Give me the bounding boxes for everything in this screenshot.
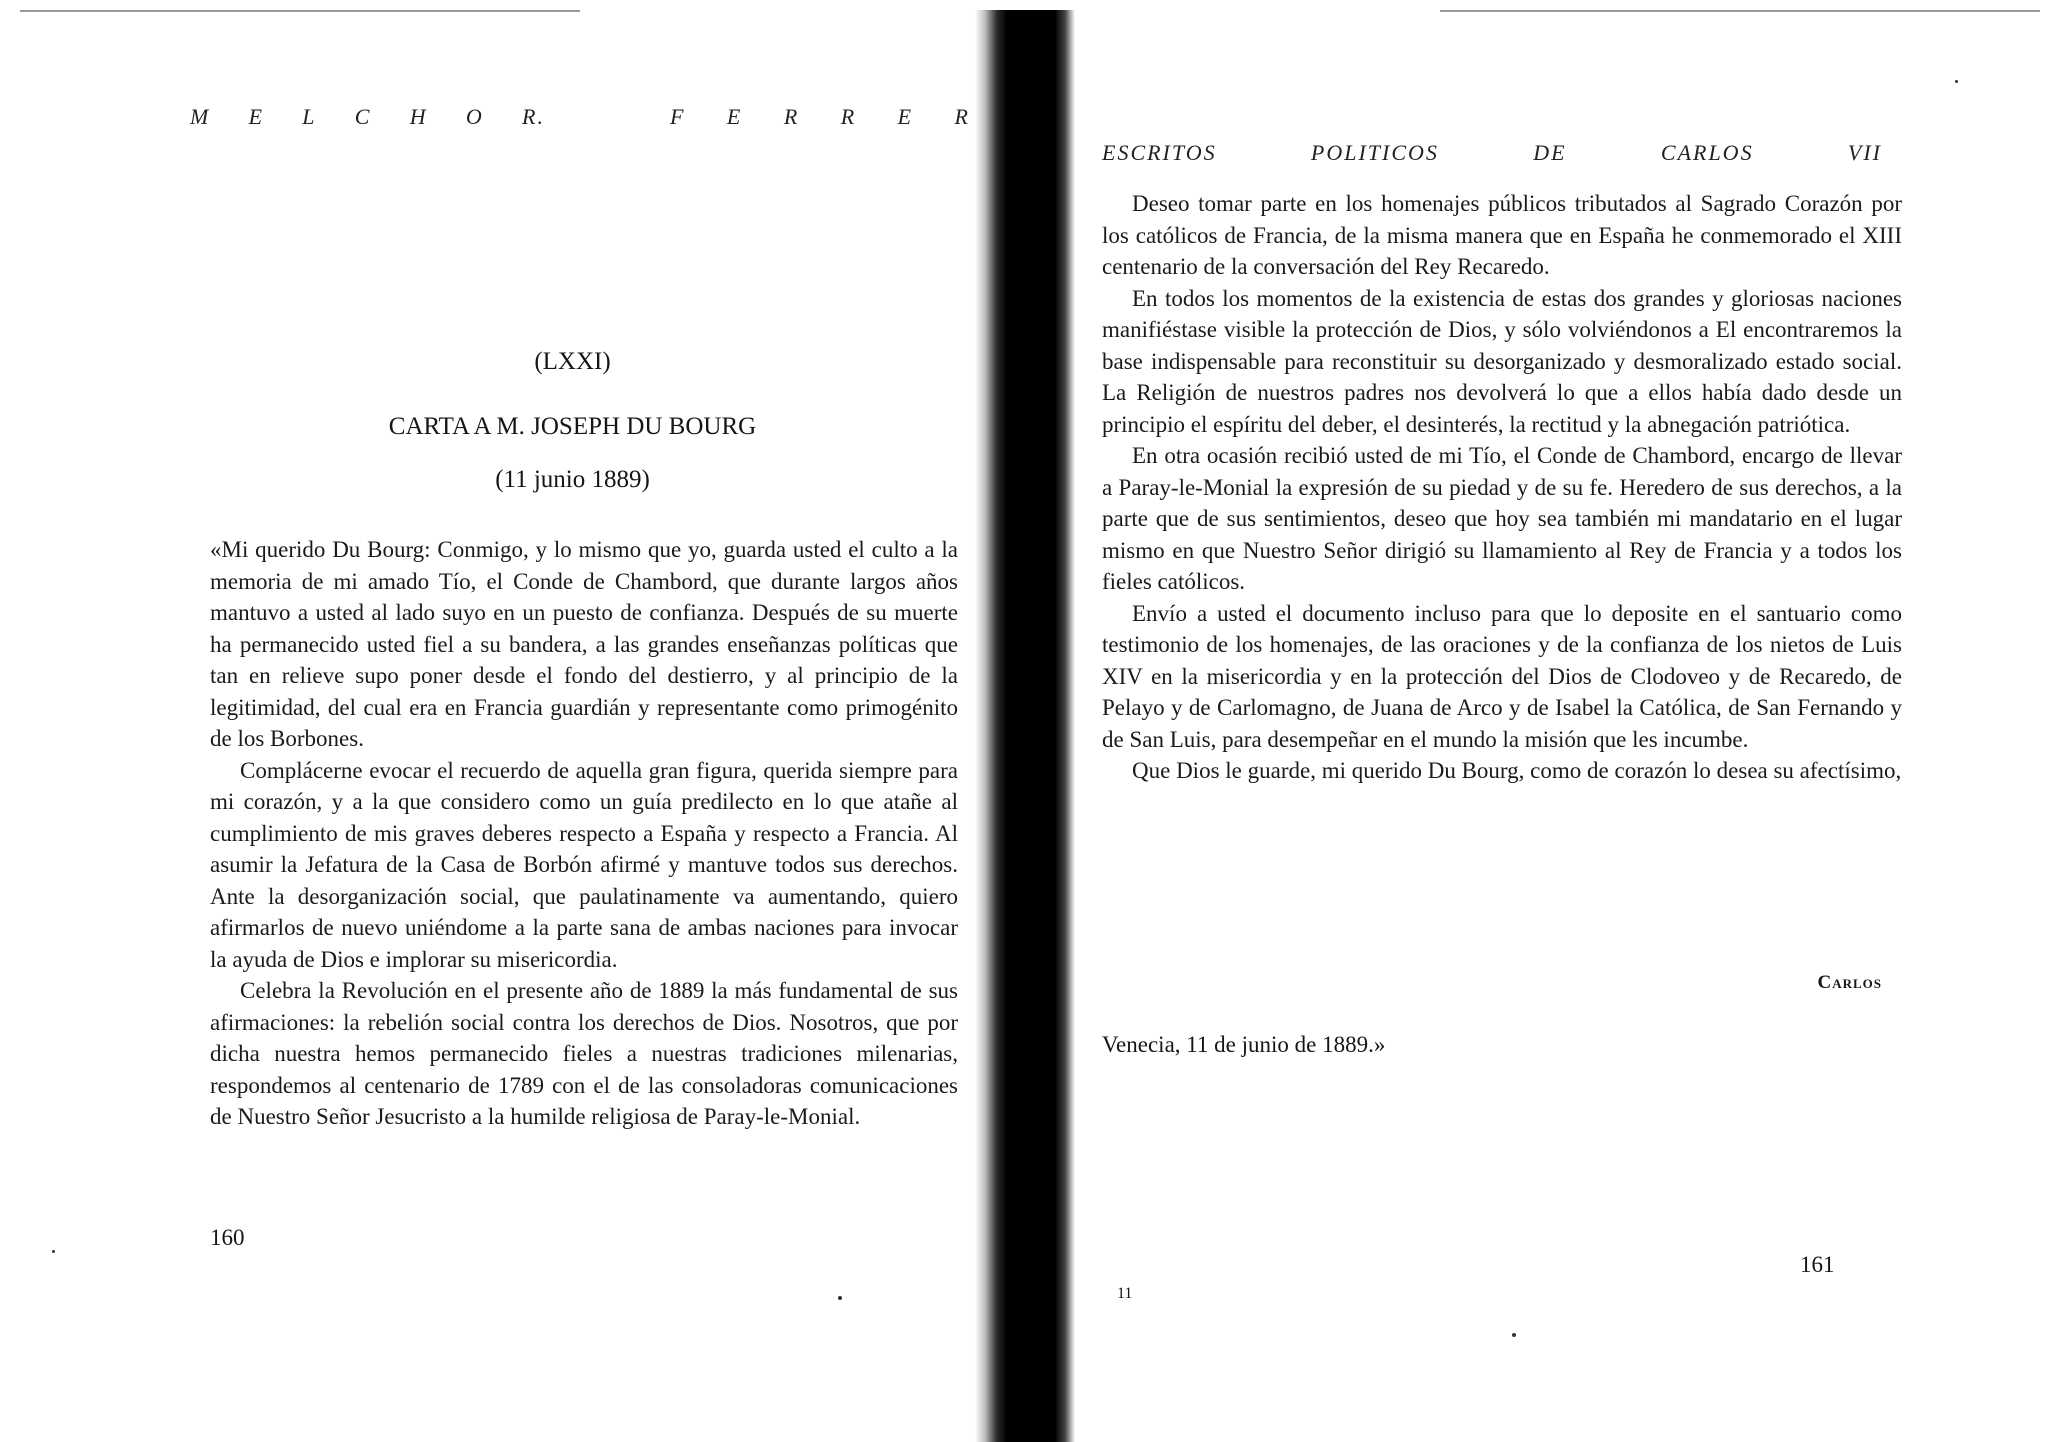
running-head-word: VII [1847,140,1882,165]
running-head-letter: F [670,104,686,129]
running-head-word: POLITICOS [1310,140,1439,165]
ink-speck [52,1250,55,1253]
paragraph: Deseo tomar parte en los homenajes públicos tributados al Sagrado Corazón por los católicos de Francia, de la misma manera que en España he conmemorado el XIII centenario de la conversación del Rey Recaredo. [1102,191,1902,279]
paragraph: En todos los momentos de la existencia de estas dos grandes y gloriosas naciones manifiéstase visible la protección de Dios, y sólo volviéndonos a El encontraremos la base indispensable para reconstituir su desorganizado y desmoralizado estado social. La Religión de nuestros padres nos devolverá lo que a ellos había dado desde un principio el espíritu del deber, el desinterés, la rectitud y la abnegación patriótica. [1102,285,1902,437]
running-head-letter: E [897,104,914,129]
letter-title: CARTA A M. JOSEPH DU BOURG [388,413,757,440]
running-head-letter: E [726,104,743,129]
running-head-letter: C [354,104,372,129]
running-head-letter: M [190,104,211,129]
paragraph: Complácerne evocar el recuerdo de aquella gran figura, querida siempre para mi corazón, y a la que considero como un guía predilecto en lo que atañe al cumplimiento de mis graves deberes respecto a España y respecto a Francia. Al asumir la Jefatura de la Casa de Borbón afirmé y mantuve todos sus derechos. Ante la desorganización social, que paulatinamente va aumentando, quiero afirmarlos de nuevo uniéndome a la parte sana de ambas naciones para invocar la ayuda de Dios e implorar su misericordia. [210,757,958,972]
right-page [1060,0,2048,1442]
running-head-name-last [670,104,970,130]
running-head-letter: L [302,104,317,129]
running-head-letter: H [409,104,428,129]
right-body-text [1102,188,1902,787]
paragraph: «Mi querido Du Bourg: Conmigo, y lo mismo que yo, guarda usted el culto a la memoria de mi amado Tío, el Conde de Chambord, que durante largos años mantuvo a usted al lado suyo en un puesto de confianza. Después de su muerte ha permanecido usted fiel a su bandera, a las grandes enseñanzas políticas que tan en relieve supo poner desde el fondo del destierro, y al principio de la legitimidad, del cual era en Francia guardián y representante como primogénito de los Borbones. [210,537,958,751]
running-head-letter: O [465,104,484,129]
letter-date: (11 junio 1889) [495,466,650,493]
running-head-word: ESCRITOS [1102,140,1217,165]
left-running-head [190,104,970,130]
right-running-head [1102,140,1882,166]
paragraph: Celebra la Revolución en el presente año de 1889 la más fundamental de sus afirmaciones: la rebelión social contra los derechos de Dios. Nosotros, que por dicha nuestra hemos permanecido fieles a nuestras tradiciones milenarias, respondemos al centenario de 1789 con el de las consoladoras comunicaciones de Nuestro Señor Jesucristo a la humilde religiosa de Paray-le-Monial. [210,978,958,1129]
running-head-word: CARLOS [1660,140,1754,165]
paragraph: Envío a usted el documento incluso para que lo deposite en el santuario como testimonio de los homenajes, de las oraciones y de la confianza de los nietos de Luis XIV en la misericordia y en la protección del Dios de Clodoveo y de Recaredo, de Pelayo y de Carlomagno, de Juana de Arco y de Isabel la Católica, de San Fernando y de San Luis, para desempeñar en el mundo la misión que les incumbe. [1102,600,1902,752]
signature-mark: 11 [1117,1285,1133,1302]
running-head-letter: R [840,104,857,129]
paragraph: En otra ocasión recibió usted de mi Tío, el Conde de Chambord, encargo de llevar a Paray-le-Monial la expresión de su piedad y de su fe. Heredero de sus derechos, a la parte que de sus sentimientos, deseo que hoy sea también mi mandatario en el lugar mismo en que Nuestro Señor dirigió su llamamiento al Rey de Francia y a todos los fieles católicos. [1102,443,1902,594]
left-body-text [210,534,958,1133]
ink-speck [838,1296,842,1300]
closing-place-date: Venecia, 11 de junio de 1889.» [1102,1032,1386,1057]
ink-speck [1512,1333,1516,1337]
left-page [0,0,990,1442]
running-head-letter: R [783,104,800,129]
signature: Carlos [1817,972,1882,993]
ink-speck [1955,80,1958,83]
letter-number: (LXXI) [534,348,611,375]
running-head-letter: R. [522,104,545,129]
paragraph: Que Dios le guarde, mi querido Du Bourg, como de corazón lo desea su afectísimo, [1132,758,1902,783]
left-page-number: 160 [210,1225,245,1250]
running-head-letter: R [954,104,970,129]
running-head-word: DE [1533,140,1567,165]
right-page-number: 161 [1800,1252,1835,1277]
running-head-name-first [190,104,545,130]
running-head-letter: E [248,104,265,129]
